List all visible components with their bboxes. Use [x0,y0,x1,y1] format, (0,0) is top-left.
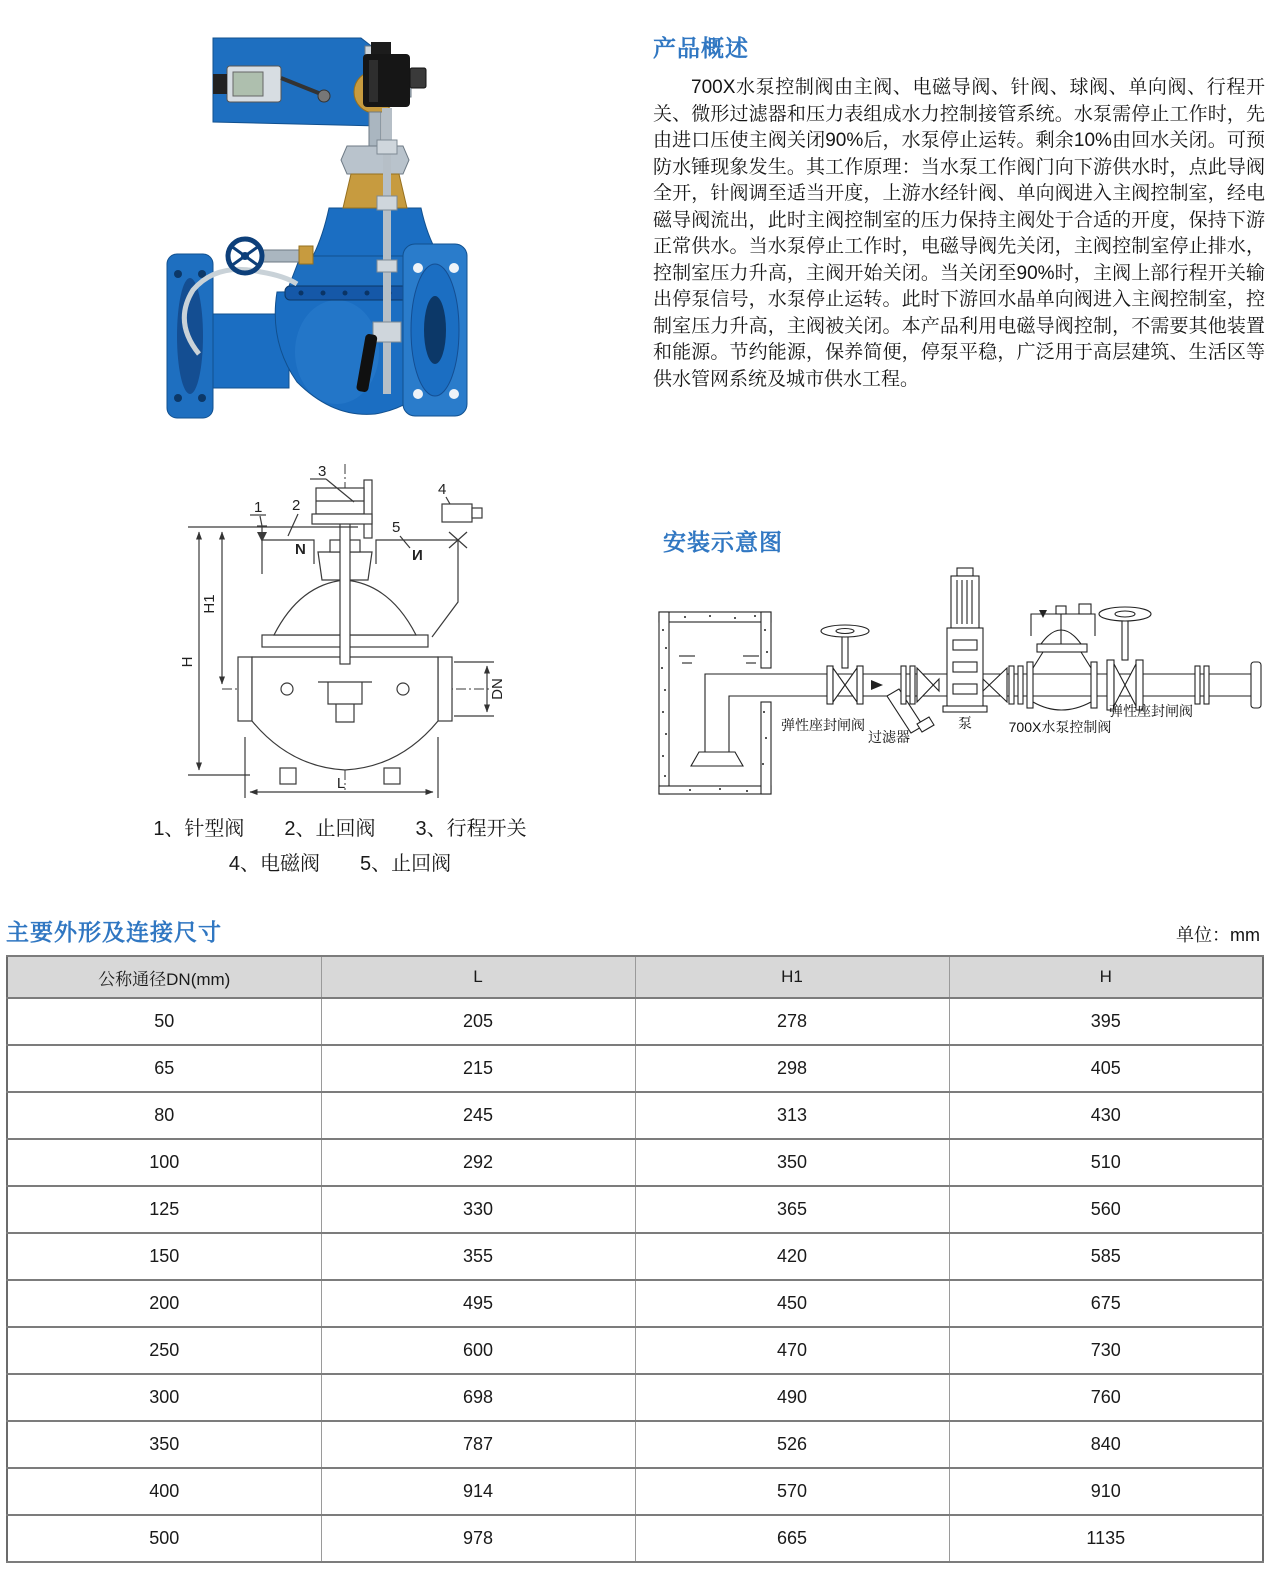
header-h1: H1 [635,956,949,998]
pipe-fitting [377,260,397,272]
right-flange [403,244,467,416]
header-l: L [321,956,635,998]
table-row [7,1233,1263,1280]
dim-label-l: L [336,775,346,792]
dimension-drawing [150,452,530,804]
table-row [7,1139,1263,1186]
cell: 200 [7,1280,321,1327]
cell: 526 [635,1421,949,1468]
cell: 1135 [949,1515,1263,1562]
label-gate-valve-right: 弹性座封闸阀 [1109,703,1193,719]
flow-arrow-icon [871,680,883,690]
callout-5: 5 [392,519,401,536]
cell: 300 [7,1374,321,1421]
cell: 430 [949,1092,1263,1139]
dim-label-h1: H1 [201,594,218,614]
label-filter: 过滤器 [868,729,910,745]
cell: 585 [949,1233,1263,1280]
cell: 80 [7,1092,321,1139]
table-header-row [7,956,1263,998]
callout-3: 3 [318,463,327,480]
cell: 215 [321,1045,635,1092]
cell: 330 [321,1186,635,1233]
installation-title: 安装示意图 [663,529,783,555]
check-valve-mark-right: И [412,547,423,564]
header-dn: 公称通径DN(mm) [7,956,321,998]
label-control-valve: 700X水泵控制阀 [1008,719,1112,735]
table-row [7,1280,1263,1327]
cell: 787 [321,1421,635,1468]
water-tank [659,612,811,794]
table-row [7,998,1263,1045]
table-row [7,1092,1263,1139]
cell: 250 [7,1327,321,1374]
cell: 665 [635,1515,949,1562]
label-pump: 泵 [958,715,972,731]
cell: 910 [949,1468,1263,1515]
cell: 698 [321,1374,635,1421]
flange [1204,666,1209,704]
solenoid-coil [363,42,426,107]
callout-4: 4 [438,481,447,498]
cell: 978 [321,1515,635,1562]
cell: 510 [949,1139,1263,1186]
cell: 50 [7,998,321,1045]
cell: 560 [949,1186,1263,1233]
valve-section-outline [238,480,452,784]
flange [901,666,906,704]
flange [1018,666,1023,704]
caption-line-1: 1、针型阀 2、止回阀 3、行程开关 [153,818,527,840]
product-overview-section [653,30,1265,393]
pipe-fitting [377,196,397,210]
label-gate-valve-left: 弹性座封闸阀 [781,717,865,733]
cell: 125 [7,1186,321,1233]
cell: 355 [321,1233,635,1280]
flange [1009,666,1014,704]
table-row [7,1374,1263,1421]
cell: 150 [7,1233,321,1280]
cell: 405 [949,1045,1263,1092]
reducer-cone [917,668,939,702]
cell: 395 [949,998,1263,1045]
cell: 245 [321,1092,635,1139]
cell: 914 [321,1468,635,1515]
flange [910,666,915,704]
diffuser-cone [983,668,1007,702]
cell: 350 [635,1139,949,1186]
caption-line-2: 4、电磁阀 5、止回阀 [228,853,452,875]
table-row [7,1045,1263,1092]
check-valve-mark: N [295,541,306,558]
gate-valve-left-icon [821,625,869,704]
cell: 292 [321,1139,635,1186]
table-row [7,1327,1263,1374]
cell: 278 [635,998,949,1045]
installation-diagram [655,556,1265,801]
overview-title: 产品概述 [653,35,749,61]
cell: 675 [949,1280,1263,1327]
cell: 760 [949,1374,1263,1421]
cell: 365 [635,1186,949,1233]
drawing-caption [150,812,530,882]
callout-2: 2 [292,497,301,514]
table-row [7,1186,1263,1233]
cell: 298 [635,1045,949,1092]
dimensions-title: 主要外形及连接尺寸 [6,919,222,945]
cell: 100 [7,1139,321,1186]
cell: 600 [321,1327,635,1374]
dimensions-table [6,955,1264,1563]
cell: 65 [7,1045,321,1092]
overview-body: 700X水泵控制阀由主阀、电磁导阀、针阀、球阀、单向阀、行程开关、微形过滤器和压力表组成水力控制接管系统。水泵需停止工作时，先由进口压使主阀关闭90%后，水泵停止运转。剩余10%由回水关闭。可预防水锤现象发生。其工作原理：当水泵工作阀门向下游供水时，点此导阀全开，针阀调至适当开度，上游水经针阀、单向阀进入主阀控制室，经电磁导阀流出，此时主阀控制室的压力保持主阀处于合适的开度，保持下游正常供水。当水泵停止工作时，电磁导阀先关闭，主阀控制室停止排水，控制室压力升高，主阀开始关闭。当关闭至90%时，主阀上部行程开关输出停泵信号，水泵停止运转。此时下游回水晶单向阀进入主阀控制室，控制室压力升高，主阀被关闭。本产品利用电磁导阀控制，不需要其他装置和能源。节约能源，保养简便，停泵平稳，广泛用于高层建筑、生活区等供水管网系统及城市供水工程。 [653,77,1265,390]
cell: 205 [321,998,635,1045]
pump-icon [943,568,987,712]
flange [1195,666,1200,704]
unit-label: 单位：mm [1176,925,1260,945]
cell: 420 [635,1233,949,1280]
cell: 730 [949,1327,1263,1374]
cell: 350 [7,1421,321,1468]
gate-valve-right-icon [1099,607,1151,710]
pipe-end [1251,662,1261,708]
dim-label-dn: DN [489,678,506,700]
cell: 450 [635,1280,949,1327]
pipe-fitting [377,140,397,154]
header-h: H [949,956,1263,998]
cell: 313 [635,1092,949,1139]
cell: 490 [635,1374,949,1421]
callout-1: 1 [254,499,263,516]
cell: 400 [7,1468,321,1515]
cell: 500 [7,1515,321,1562]
table-row [7,1468,1263,1515]
control-valve-icon [1027,604,1097,710]
table-row [7,1515,1263,1562]
dim-label-h: H [179,656,196,668]
cell: 470 [635,1327,949,1374]
cell: 570 [635,1468,949,1515]
product-photo-illustration [165,22,485,442]
left-pilot-loop [250,497,314,574]
cell: 495 [321,1280,635,1327]
cell: 840 [949,1421,1263,1468]
table-row [7,1421,1263,1468]
